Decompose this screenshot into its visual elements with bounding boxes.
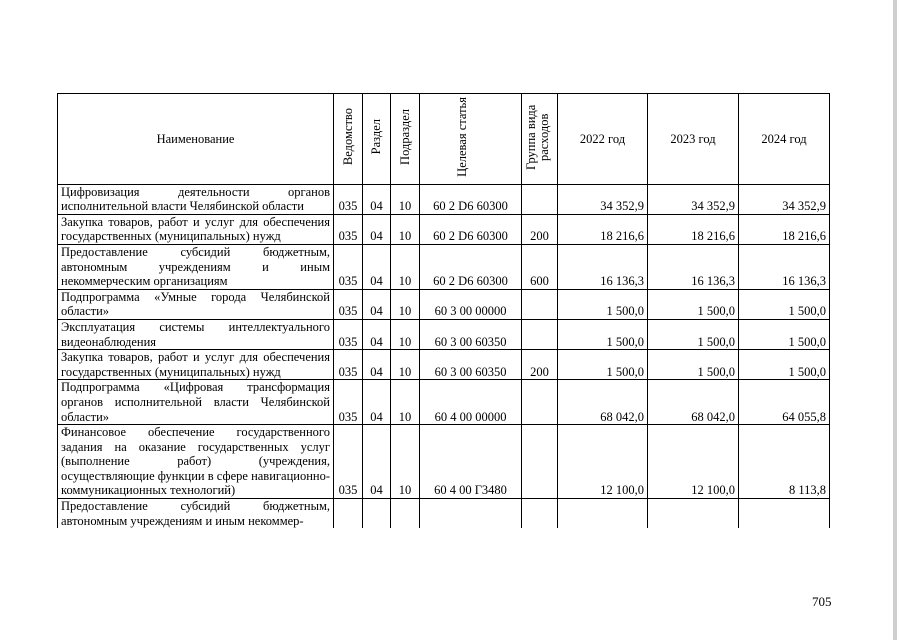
table-row: [58, 380, 830, 425]
header-podrazdel: Подраздел: [391, 94, 420, 185]
table-row-continued: [58, 499, 830, 529]
row-2023: 18 216,6: [648, 214, 739, 244]
header-2023: 2023 год: [648, 94, 739, 185]
table-row: [58, 244, 830, 289]
row-2022: 68 042,0: [558, 380, 648, 425]
row-2022: [558, 499, 648, 529]
row-vr: 200: [522, 350, 558, 380]
row-rz: 04: [363, 289, 391, 319]
row-name: Эксплуатация системы интеллектуального видеонаблюдения: [58, 319, 334, 349]
budget-table: [57, 93, 830, 528]
row-2023: 16 136,3: [648, 244, 739, 289]
row-ved: 035: [334, 380, 363, 425]
row-cs: 60 4 00 Г3480: [420, 425, 522, 499]
row-pr: 10: [391, 350, 420, 380]
row-2024: 18 216,6: [739, 214, 830, 244]
row-rz: 04: [363, 184, 391, 214]
row-name: Подпрограмма «Умные города Челябинской области»: [58, 289, 334, 319]
row-vr: [522, 380, 558, 425]
row-2024: 1 500,0: [739, 319, 830, 349]
row-pr: 10: [391, 214, 420, 244]
row-vr: [522, 289, 558, 319]
row-name: Финансовое обеспечение государственного задания на оказание государственных услуг (выполнение работ) (учреждения, осуществляющие функции в сфере навигационно-коммуникационных технологий): [58, 425, 334, 499]
row-ved: [334, 499, 363, 529]
row-2022: 12 100,0: [558, 425, 648, 499]
row-name: Предоставление субсидий бюджетным, автономным учреждениям и иным некоммер-: [58, 499, 334, 529]
row-2022: 16 136,3: [558, 244, 648, 289]
row-2022: 34 352,9: [558, 184, 648, 214]
row-2024: 16 136,3: [739, 244, 830, 289]
row-name: Закупка товаров, работ и услуг для обеспечения государственных (муниципальных) нужд: [58, 214, 334, 244]
row-vr: [522, 425, 558, 499]
row-ved: 035: [334, 184, 363, 214]
table-row: [58, 214, 830, 244]
row-vr: 600: [522, 244, 558, 289]
row-2023: 1 500,0: [648, 350, 739, 380]
row-2022: 1 500,0: [558, 319, 648, 349]
row-cs: 60 2 D6 60300: [420, 214, 522, 244]
row-rz: 04: [363, 350, 391, 380]
row-pr: 10: [391, 289, 420, 319]
row-ved: 035: [334, 214, 363, 244]
row-2023: 1 500,0: [648, 319, 739, 349]
row-cs: 60 3 00 00000: [420, 289, 522, 319]
row-2024: 64 055,8: [739, 380, 830, 425]
table-row: [58, 350, 830, 380]
row-rz: 04: [363, 214, 391, 244]
row-cs: 60 3 00 60350: [420, 350, 522, 380]
row-name: Подпрограмма «Цифровая трансформация органов исполнительной власти Челябинской области»: [58, 380, 334, 425]
row-rz: 04: [363, 244, 391, 289]
header-name: Наименование: [58, 94, 334, 185]
row-2023: [648, 499, 739, 529]
row-ved: 035: [334, 350, 363, 380]
row-pr: 10: [391, 425, 420, 499]
row-vr: 200: [522, 214, 558, 244]
row-2024: 34 352,9: [739, 184, 830, 214]
row-ved: 035: [334, 425, 363, 499]
scan-edge-bar: [893, 0, 897, 640]
row-pr: [391, 499, 420, 529]
row-2023: 34 352,9: [648, 184, 739, 214]
row-2023: 68 042,0: [648, 380, 739, 425]
row-ved: 035: [334, 289, 363, 319]
row-name: Цифровизация деятельности органов исполнительной власти Челябинской области: [58, 184, 334, 214]
table-row: [58, 289, 830, 319]
row-cs: 60 2 D6 60300: [420, 244, 522, 289]
row-pr: 10: [391, 319, 420, 349]
row-rz: 04: [363, 380, 391, 425]
header-celevaya: Целевая статья: [420, 94, 522, 185]
header-gruppa: Группа вида расходов: [522, 94, 558, 185]
header-2022: 2022 год: [558, 94, 648, 185]
row-name: Закупка товаров, работ и услуг для обеспечения государственных (муниципальных) нужд: [58, 350, 334, 380]
row-vr: [522, 319, 558, 349]
row-2022: 1 500,0: [558, 289, 648, 319]
row-2024: 1 500,0: [739, 289, 830, 319]
row-2022: 1 500,0: [558, 350, 648, 380]
row-rz: [363, 499, 391, 529]
header-vedomstvo: Ведомство: [334, 94, 363, 185]
row-pr: 10: [391, 184, 420, 214]
table-header-row: [58, 94, 830, 185]
row-2022: 18 216,6: [558, 214, 648, 244]
row-vr: [522, 184, 558, 214]
row-2024: 8 113,8: [739, 425, 830, 499]
row-2023: 1 500,0: [648, 289, 739, 319]
table-row: [58, 184, 830, 214]
row-name: Предоставление субсидий бюджетным, автономным учреждениям и иным некоммерческим организациям: [58, 244, 334, 289]
page-number: 705: [812, 594, 832, 609]
header-2024: 2024 год: [739, 94, 830, 185]
table-row: [58, 319, 830, 349]
row-cs: 60 2 D6 60300: [420, 184, 522, 214]
row-cs: 60 4 00 00000: [420, 380, 522, 425]
row-vr: [522, 499, 558, 529]
table-row: [58, 425, 830, 499]
row-2024: [739, 499, 830, 529]
row-cs: [420, 499, 522, 529]
row-cs: 60 3 00 60350: [420, 319, 522, 349]
row-2024: 1 500,0: [739, 350, 830, 380]
header-razdel: Раздел: [363, 94, 391, 185]
row-pr: 10: [391, 244, 420, 289]
row-ved: 035: [334, 319, 363, 349]
row-pr: 10: [391, 380, 420, 425]
row-rz: 04: [363, 319, 391, 349]
row-2023: 12 100,0: [648, 425, 739, 499]
row-rz: 04: [363, 425, 391, 499]
row-ved: 035: [334, 244, 363, 289]
